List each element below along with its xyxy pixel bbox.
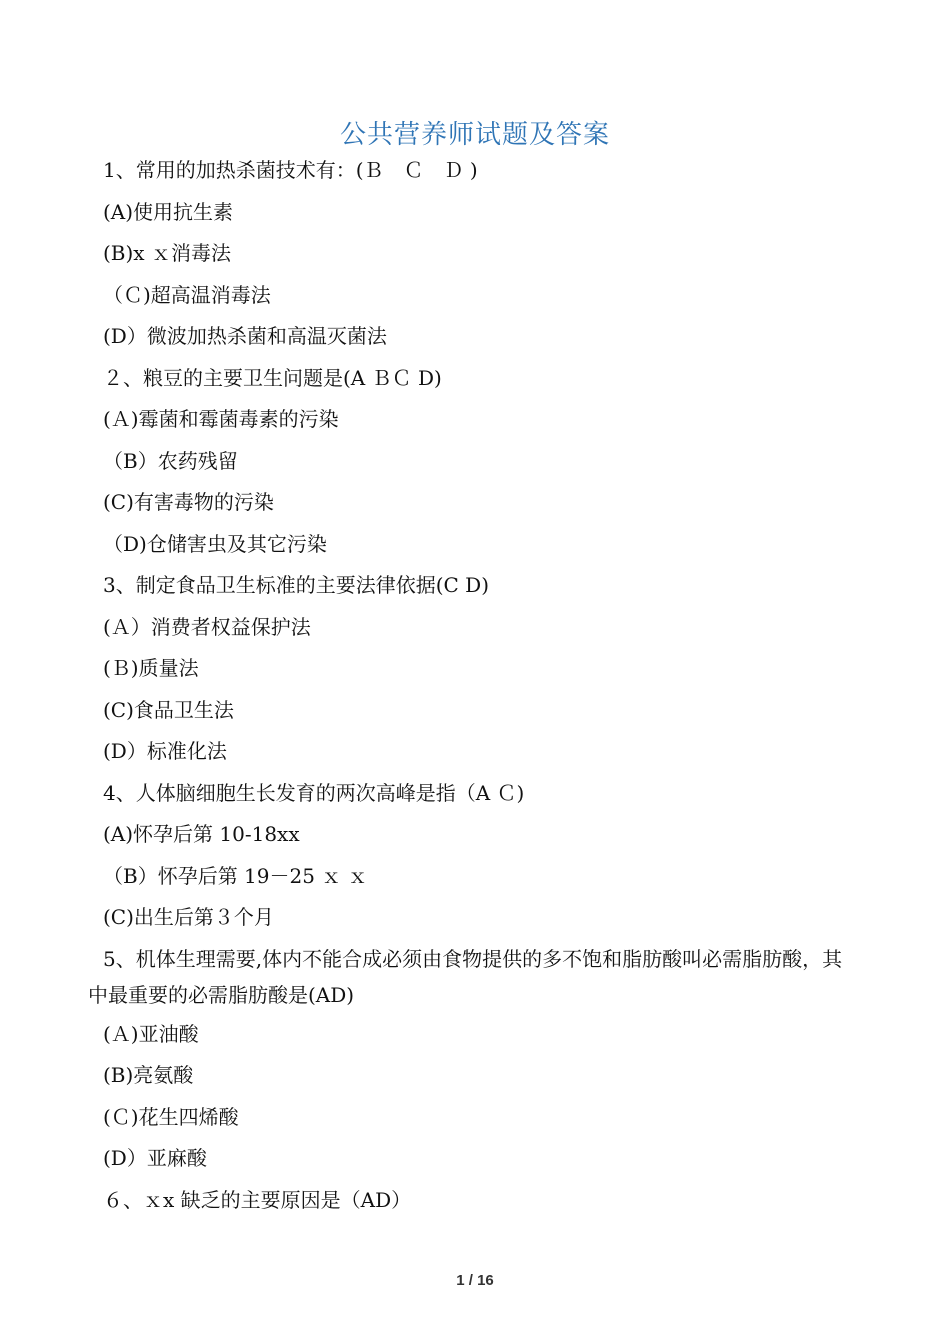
question-1: 1、常用的加热杀菌技术有：(Ｂ Ｃ Ｄ ) (103, 158, 478, 182)
q3-option-c: (C)食品卫生法 (103, 698, 234, 722)
q3-option-d: (D）标准化法 (103, 739, 227, 763)
q2-option-c: (C)有害毒物的污染 (103, 490, 274, 514)
q5-option-a: (Ａ)亚油酸 (103, 1022, 199, 1046)
q2-option-b: （B）农药残留 (103, 449, 238, 473)
question-2: ２、粮豆的主要卫生问题是(A ＢＣ D) (103, 366, 442, 390)
q4-option-b: （B）怀孕后第 19－25 ｘ ｘ (103, 864, 368, 888)
q5-option-d: (D）亚麻酸 (103, 1146, 207, 1170)
question-4: 4、人体脑细胞生长发育的两次高峰是指（A Ｃ) (103, 781, 525, 805)
document-title: 公共营养师试题及答案 (339, 120, 610, 150)
question-3: 3、制定食品卫生标准的主要法律依据(C D) (103, 573, 490, 597)
q1-option-a: (A)使用抗生素 (103, 200, 234, 224)
q2-option-d: （D)仓储害虫及其它污染 (103, 532, 327, 556)
q1-option-c: （Ｃ)超高温消毒法 (103, 283, 271, 307)
question-5: 5、机体生理需要,体内不能合成必须由食物提供的多不饱和脂肪酸叫必需脂肪酸，其中最重要的必需脂肪酸是(AD) (88, 947, 843, 1007)
question-6: ６、ｘx 缺乏的主要原因是（AD） (103, 1188, 412, 1212)
q2-option-a: (Ａ)霉菌和霉菌毒素的污染 (103, 407, 339, 431)
q1-option-b: (B)x ｘ消毒法 (103, 241, 231, 265)
q1-option-d: (D）微波加热杀菌和高温灭菌法 (103, 324, 387, 348)
q4-option-c: (C)出生后第３个月 (103, 905, 274, 929)
q3-option-a: (Ａ）消费者权益保护法 (103, 615, 311, 639)
q5-option-c: (Ｃ)花生四烯酸 (103, 1105, 239, 1129)
q3-option-b: (Ｂ)质量法 (103, 656, 199, 680)
q4-option-a: (A)怀孕后第 10-18xx (103, 822, 300, 846)
page-indicator: 1 / 16 (456, 1272, 494, 1289)
q5-option-b: (B)亮氨酸 (103, 1063, 194, 1087)
